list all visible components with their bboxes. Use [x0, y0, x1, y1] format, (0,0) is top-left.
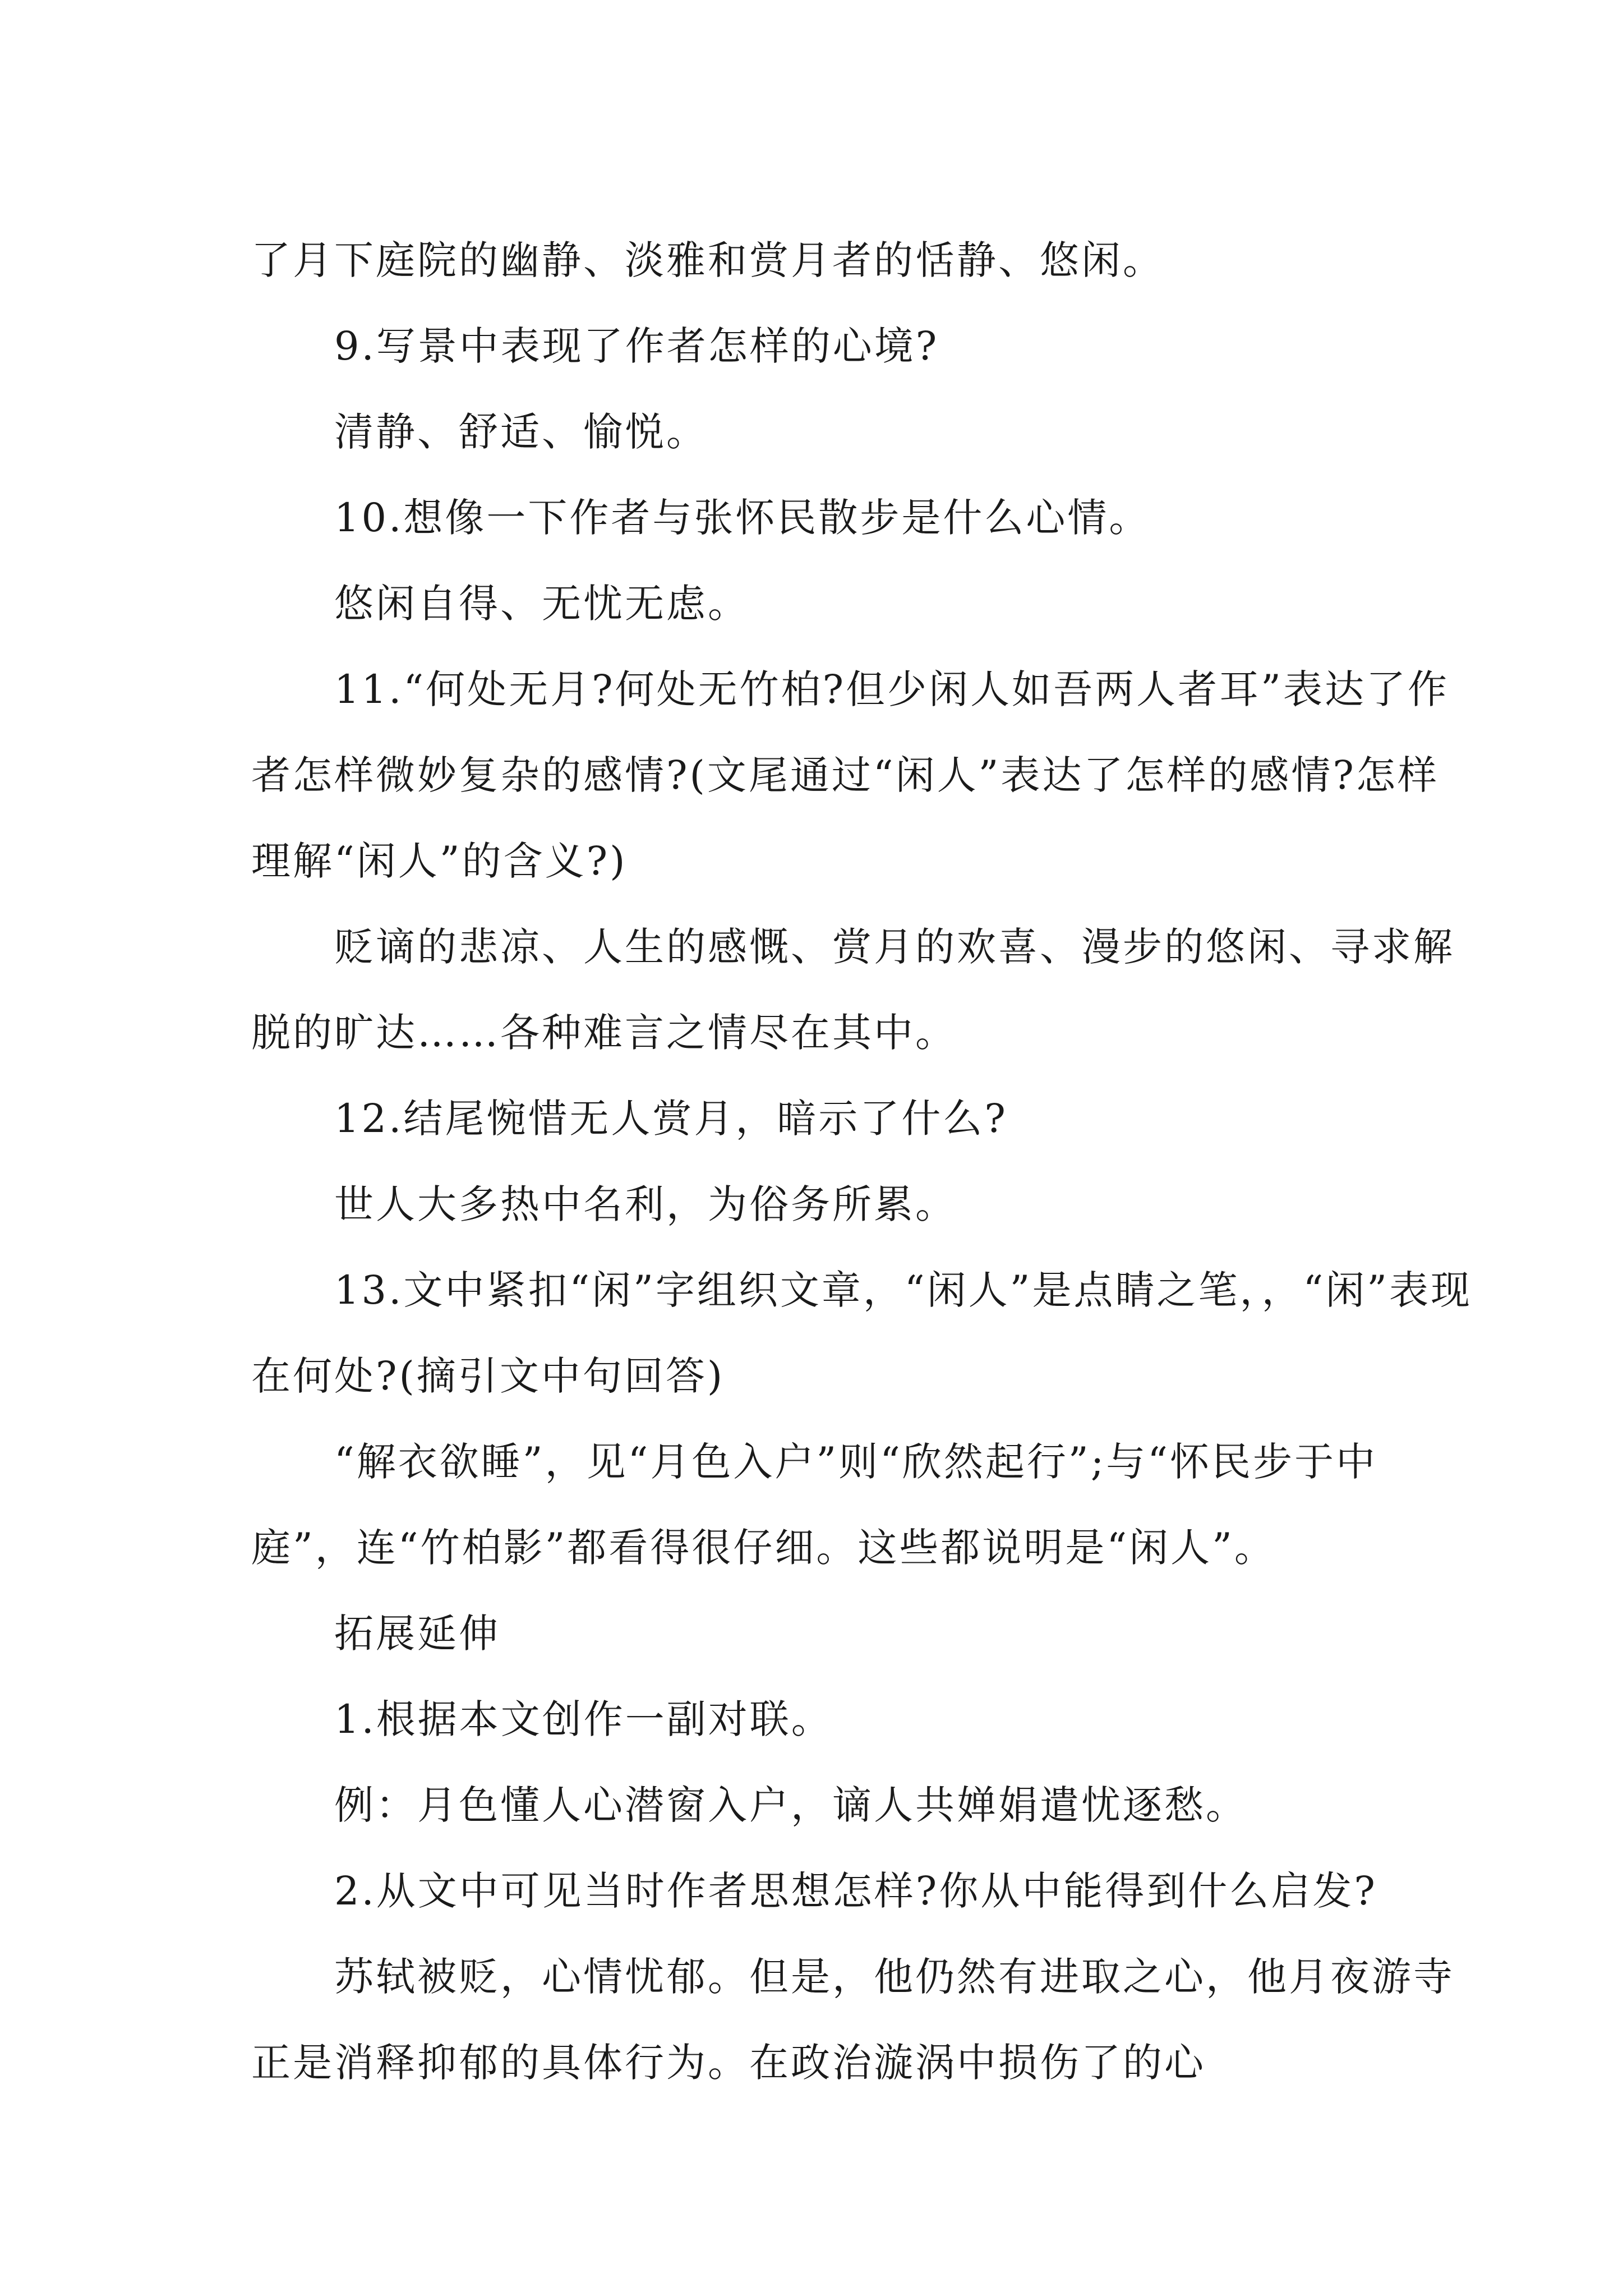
paragraph: 苏轼被贬，心情忧郁。但是，他仍然有进取之心，他月夜游寺正是消释抑郁的具体行为。在政治漩涡中损伤了的心 — [251, 1954, 1455, 2086]
paragraph: 例：月色懂人心潜窗入户，谪人共婵娟遣忧逐愁。 — [334, 1782, 1247, 1828]
paragraph: 9.写景中表现了作者怎样的心境? — [334, 323, 939, 369]
paragraph: 1.根据本文创作一副对联。 — [334, 1696, 833, 1742]
paragraph: 贬谪的悲凉、人生的感慨、赏月的欢喜、漫步的悠闲、寻求解脱的旷达……各种难言之情尽在其中。 — [251, 924, 1455, 1056]
paragraph: “解衣欲睡”，见“月色入户”则“欣然起行”;与“怀民步于中庭”，连“竹柏影”都看得很仔细。这些都说明是“闲人”。 — [251, 1439, 1378, 1571]
document-body — [251, 218, 1474, 2106]
paragraph: 清静、舒适、愉悦。 — [334, 409, 708, 455]
paragraph: 2.从文中可见当时作者思想怎样?你从中能得到什么启发? — [334, 1868, 1377, 1914]
paragraph: 10.想像一下作者与张怀民散步是什么心情。 — [334, 495, 1151, 541]
section-heading: 拓展延伸 — [334, 1611, 500, 1657]
paragraph: 了月下庭院的幽静、淡雅和赏月者的恬静、悠闲。 — [251, 237, 1164, 283]
paragraph: 11.“何处无月?何处无竹柏?但少闲人如吾两人者耳”表达了作者怎样微妙复杂的感情?(文尾通过“闲人”表达了怎样的感情?怎样理解“闲人”的含义?) — [251, 666, 1449, 884]
paragraph: 悠闲自得、无忧无虑。 — [334, 581, 749, 627]
paragraph: 12.结尾惋惜无人赏月，暗示了什么? — [334, 1096, 1008, 1142]
paragraph: 13.文中紧扣“闲”字组织文章，“闲人”是点睛之笔，，“闲”表现在何处?(摘引文中句回答) — [251, 1267, 1473, 1399]
paragraph: 世人大多热中名利，为俗务所累。 — [334, 1181, 957, 1227]
